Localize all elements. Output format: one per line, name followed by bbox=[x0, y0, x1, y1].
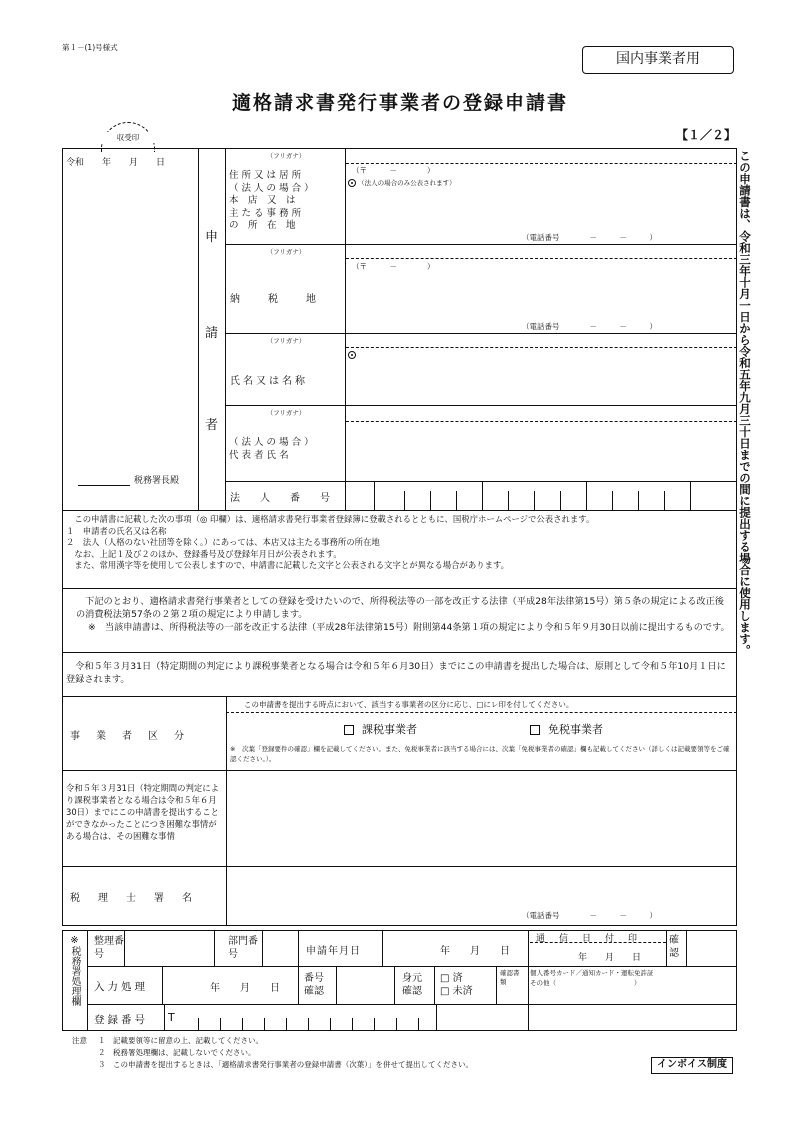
address-postal[interactable]: （〒 － ） bbox=[352, 166, 435, 175]
toroku-label: 登録番号 bbox=[94, 1014, 148, 1026]
form-id: 第１－(1)号様式 bbox=[62, 43, 118, 52]
tsushin-label: 通信日付印 bbox=[536, 934, 652, 944]
difficulty-label: 令和５年３月31日（特定期間の判定により課税事業者となる場合は令和５年６月30日）までにこの申請書を提出することができなかったことにつき困難な事情がある場合は、その困難な事情 bbox=[66, 783, 220, 841]
page-title: 適格請求書発行事業者の登録申請書 bbox=[231, 92, 568, 114]
taxable-checkbox[interactable] bbox=[344, 725, 354, 735]
input-label: 入力処理 bbox=[94, 981, 148, 993]
tax-accountant-label: 税理士署名 bbox=[70, 893, 210, 904]
address-public-note: （法人の場合のみ公表されます） bbox=[348, 178, 456, 187]
publication-notice: この申請書に記載した次の事項（◎ 印欄）は、適格請求書発行事業者登録簿に登載されるとともに、国税庁ホームページで公表されます。 １ 申請者の氏名又は名称 ２ 法人（人格のない社団等を除く。）にあっては、本店又は主たる事務所の所在地 なお、上記１及び２のほか、登録番号及び登録年月日が公表されます。 また、常用漢字等を使用して公表しますので、申請書に記載した文字と公表される文字とが異なる場合があります。 bbox=[66, 514, 595, 570]
business-category-instruction: この申請書を提出する時点において、該当する事業者の区分に応じ、□にレ印を付してください。 bbox=[244, 700, 574, 709]
address-label: 住 所 又 は 居 所 （ 法 人 の 場 合 ） 本 店 又 は 主 た る 事 務 所 の 所 在 地 bbox=[229, 170, 314, 231]
apply-date-value: 年 月 日 bbox=[440, 946, 510, 957]
bumon-label: 部門番号 bbox=[228, 936, 258, 960]
corp-number-label: 法 人 番 号 bbox=[230, 493, 335, 504]
rep-furigana-label: （フリガナ） bbox=[266, 409, 306, 417]
kakunin-label: 確認 bbox=[669, 935, 679, 959]
registration-deadline: 令和５年３月31日（特定期間の判定により課税事業者となる場合は令和５年６月30日）までにこの申請書を提出した場合は、原則として令和５年10月１日に登録されます。 bbox=[66, 661, 726, 685]
apply-date-label: 申請年月日 bbox=[306, 946, 361, 957]
applicant-char-2: 請 bbox=[205, 326, 219, 341]
input-date: 年 月 日 bbox=[210, 983, 280, 994]
name-public-mark-icon bbox=[348, 350, 356, 360]
applicant-char-1: 申 bbox=[205, 230, 219, 245]
name-furigana-label: （フリガナ） bbox=[266, 337, 306, 345]
business-category-note: ※ 次葉「登録要件の確認」欄を記載してください。また、免税事業者に該当する場合には、次葉「免税事業者の確認」欄も記載してください（詳しくは記載要領等をご確認ください。）。 bbox=[230, 745, 730, 763]
tax-accountant-phone[interactable]: （電話番号 － － ） bbox=[522, 911, 657, 920]
difficulty-field[interactable] bbox=[226, 776, 734, 862]
address-furigana-label: （フリガナ） bbox=[266, 152, 306, 160]
side-usage-note: この申請書は、令和三年十月一日から令和五年九月三十日までの間に提出する場合に使用します。 bbox=[738, 150, 752, 656]
invoice-system-badge: インボイス制度 bbox=[651, 1057, 733, 1074]
mimoto-label: 身元確認 bbox=[402, 973, 422, 997]
application-date[interactable]: 令和 年 月 日 bbox=[66, 158, 166, 168]
tax-office-label: 税務署長殿 bbox=[134, 476, 180, 486]
seiri-label: 整理番号 bbox=[94, 936, 124, 960]
bango-kakunin-label: 番号確認 bbox=[304, 973, 324, 997]
declaration: 下記のとおり、適格請求書発行事業者としての登録を受けたいので、所得税法等の一部を改正する法律（平成28年法律第15号）第５条の規定による改正後の消費税法第57条の２第２項の規定により申請します。 ※ 当該申請書は、所得税法等の一部を改正する法律（平成28年法律第15号）附則第44条第１項の規定により令和５年９月30日以前に提出するものです。 bbox=[76, 596, 730, 633]
taxplace-label: 納 税 地 bbox=[230, 294, 325, 305]
receipt-stamp-label: 収受印 bbox=[101, 132, 155, 143]
t-prefix: T bbox=[168, 1011, 175, 1024]
taxplace-phone[interactable]: （電話番号 － － ） bbox=[522, 322, 657, 331]
taxplace-furigana-label: （フリガナ） bbox=[266, 248, 306, 256]
doc-types: 個人番号カード／通知カード・運転免許証 その他（ ） bbox=[530, 969, 654, 987]
exempt-checkbox[interactable] bbox=[530, 725, 540, 735]
mimoto-status[interactable]: □ 済 □ 未済 bbox=[440, 973, 473, 997]
office-use-label: ※税務署処理欄 bbox=[69, 935, 80, 1006]
name-label: 氏名又は名称 bbox=[230, 376, 308, 387]
page-indicator: 【１／２】 bbox=[676, 128, 737, 142]
tax-office-name-line[interactable] bbox=[78, 485, 130, 486]
option-exempt[interactable]: 免税事業者 bbox=[530, 721, 603, 737]
business-category-label: 事業者区分 bbox=[70, 731, 200, 742]
applicant-char-3: 者 bbox=[205, 418, 219, 433]
taxplace-postal[interactable]: （〒 － ） bbox=[352, 262, 435, 271]
domestic-badge: 国内事業者用 bbox=[582, 46, 734, 74]
corp-number-boxes[interactable] bbox=[346, 481, 737, 510]
rep-label: （ 法 人 の 場 合 ） 代 表 者 氏 名 bbox=[229, 437, 314, 461]
tsushin-date: 年 月 日 bbox=[578, 953, 642, 963]
registration-number-boxes[interactable] bbox=[176, 1004, 436, 1031]
notes-head: 注意 bbox=[72, 1036, 87, 1045]
public-mark-icon bbox=[348, 179, 356, 187]
address-phone[interactable]: （電話番号 － － ） bbox=[522, 233, 657, 242]
notes-list: １ 記載要領等に留意の上、記載してください。 ２ 税務署処理欄は、記載しないでください。 ３ この申請書を提出するときは、「適格請求書発行事業者の登録申請書（次葉）」を併せて提出してください。 bbox=[98, 1036, 473, 1069]
doc-label: 確認書類 bbox=[500, 969, 520, 986]
option-taxable[interactable]: 課税事業者 bbox=[344, 721, 417, 737]
